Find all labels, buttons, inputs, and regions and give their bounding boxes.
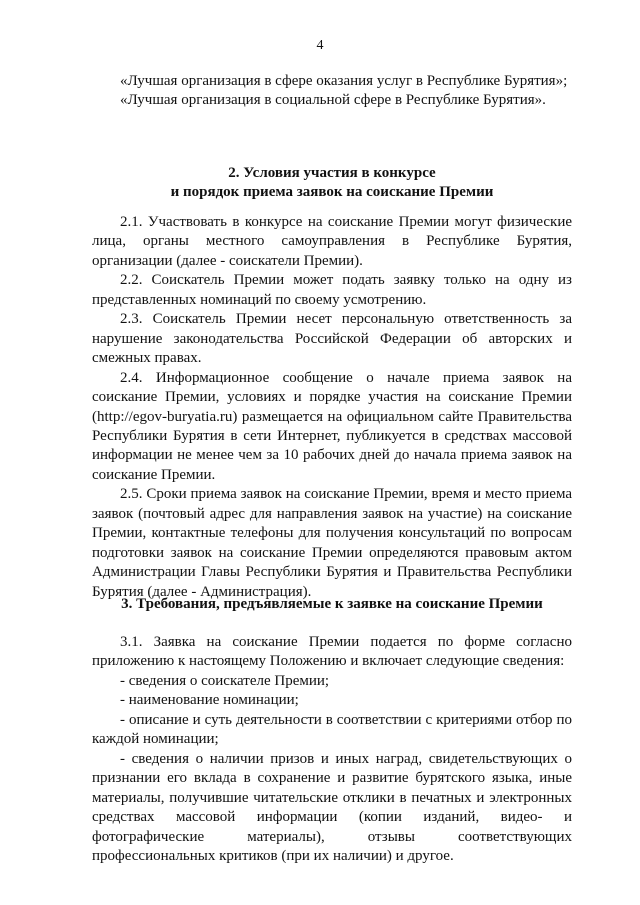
- list-item-nomination-name: - наименование номинации;: [120, 692, 299, 709]
- section-3-title: 3. Требования, предъявляемые к заявке на соискание Премии: [121, 596, 543, 612]
- page-number: 4: [316, 38, 324, 53]
- list-item-applicant-info: - сведения о соискателе Премии;: [120, 672, 330, 689]
- paragraph-2-4: 2.4. Информационное сообщение о начале приема заявок на соискание Премии, условиях и порядке участия на соискание Премии (http://egov-buryatia.ru) размещается на официальном сайте Правительства Республики Бурятия в сети Интернет, публикуется в средствах массовой информации не менее чем за 10 рабочих дней до начала приема заявок на соискание Премии.: [92, 369, 572, 483]
- paragraph-3-1: 3.1. Заявка на соискание Премии подается по форме согласно приложению к настоящему Положению и включает следующие сведения:: [92, 634, 572, 670]
- section-2-title-line2: и порядок приема заявок на соискание Премии: [170, 184, 494, 201]
- list-item-activity-description: - описание и суть деятельности в соответствии с критериями отбор по каждой номинации;: [92, 711, 572, 748]
- nominations-list: [92, 72, 572, 111]
- list-item-awards-info: - сведения о наличии призов и иных наград, свидетельствующих о признании его вклада в сохранение и развитие бурятского языка, иные материалы, получившие читательские отклики в печатных и электронных средствах массовой информации (копии изданий, видео- и фотографические материалы), отзывы соответствующих профессиональных критиков (при их наличии) и другое.: [92, 750, 572, 864]
- paragraph-2-1: 2.1. Участвовать в конкурсе на соискание Премии могут физические лица, органы местного самоуправления в Республике Бурятия, организации (далее - соискатели Премии).: [92, 214, 572, 269]
- paragraph-2-3: 2.3. Соискатель Премии несет персональную ответственность за нарушение законодательства Российской Федерации об авторских и смежных правах.: [92, 311, 572, 367]
- paragraph-2-5: 2.5. Сроки приема заявок на соискание Премии, время и место приема заявок (почтовый адрес для направления заявок на участие) на соискание Премии, контактные телефоны для получения консультаций по вопросам подготовки заявок на соискание Премии определяются правовым актом Администрации Главы Республики Бурятия и Правительства Республики Бурятия (далее - Администрация).: [92, 486, 572, 600]
- section-2-body: [92, 213, 572, 602]
- section-2-title-line1: 2. Условия участия в конкурсе: [228, 165, 436, 181]
- section-2-heading: [92, 164, 572, 203]
- paragraph-2-2: 2.2. Соискатель Премии может подать заявку только на одну из представленных номинаций по своему усмотрению.: [92, 272, 572, 308]
- section-3-heading: [92, 595, 572, 614]
- nomination-social: «Лучшая организация в социальной сфере в Республике Бурятия».: [120, 92, 546, 109]
- nomination-services: «Лучшая организация в сфере оказания услуг в Республике Бурятия»;: [120, 73, 568, 89]
- section-3-body: [92, 633, 572, 866]
